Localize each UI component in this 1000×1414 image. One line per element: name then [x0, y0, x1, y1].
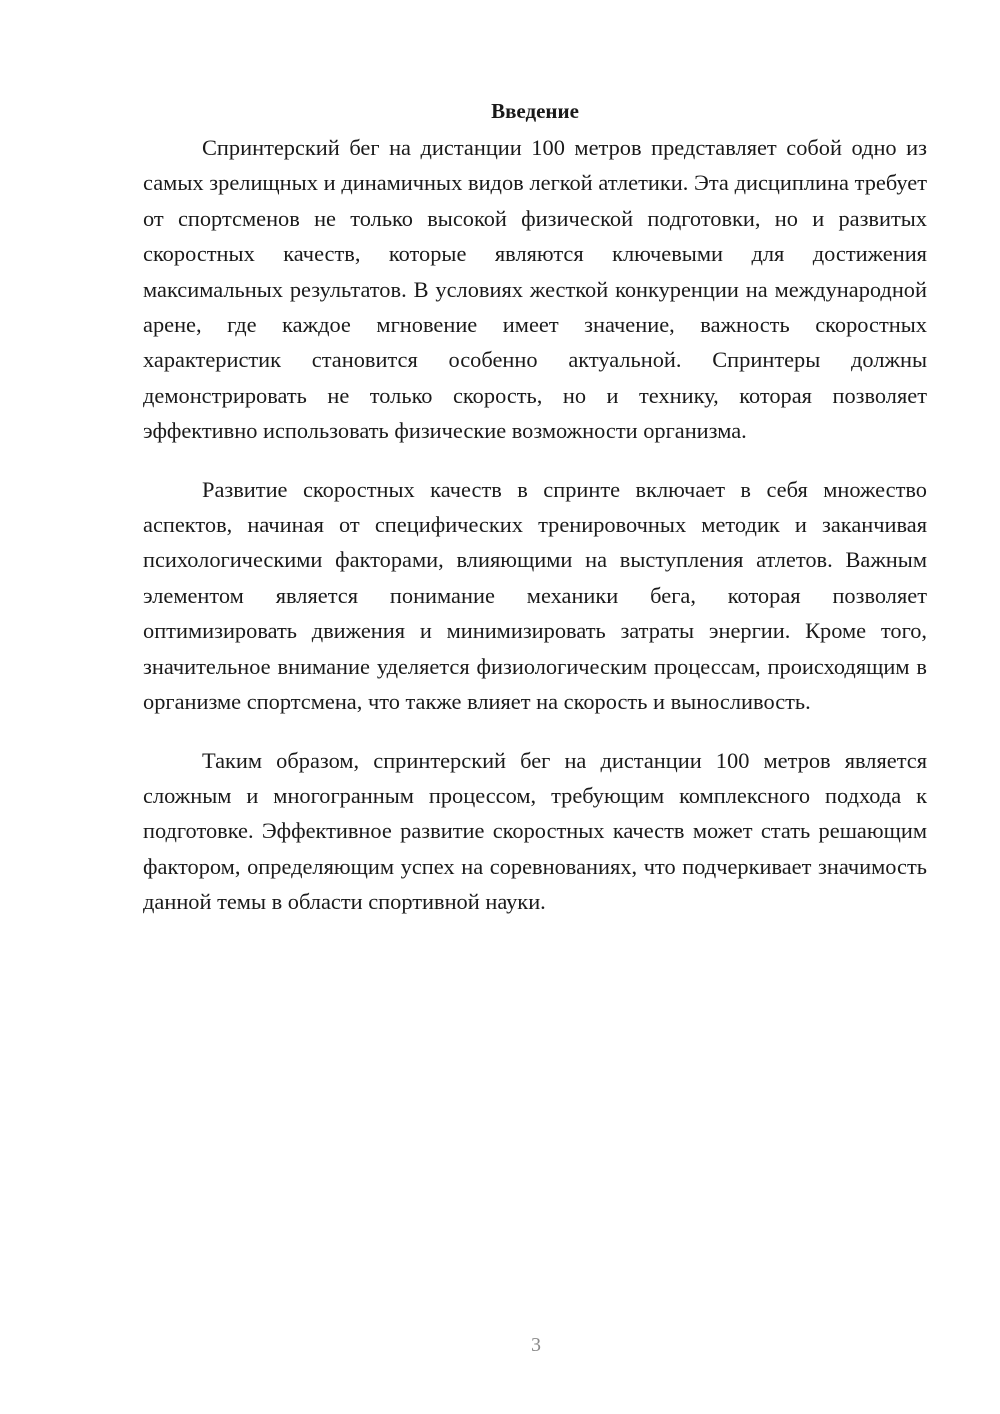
paragraph-1: Спринтерский бег на дистанции 100 метров представляет собой одно из самых зрелищных и динамичных видов легкой атлетики. Эта дисциплина требует от спортсменов не только высокой физической подготовки, но и развитых скоростных качеств, которые являются ключевыми для достижения максимальных результатов. В условиях жесткой конкуренции на международной арене, где каждое мгновение имеет значение, важность скоростных характеристик становится особенно актуальной. Спринтеры должны демонстрировать не только скорость, но и технику, которая позволяет эффективно использовать физические возможности организма.: [143, 135, 927, 444]
page-content: [143, 96, 927, 943]
paragraph-3: Таким образом, спринтерский бег на дистанции 100 метров является сложным и многогранным процессом, требующим комплексного подхода к подготовке. Эффективное развитие скоростных качеств может стать решающим фактором, определяющим успех на соревнованиях, что подчеркивает значимость данной темы в области спортивной науки.: [143, 747, 927, 915]
page-number: 3: [531, 1334, 541, 1356]
paragraph-2: Развитие скоростных качеств в спринте включает в себя множество аспектов, начиная от специфических тренировочных методик и заканчивая психологическими факторами, влияющими на выступления атлетов. Важным элементом является понимание механики бега, которая позволяет оптимизировать движения и минимизировать затраты энергии. Кроме того, значительное внимание уделяется физиологическим процессам, происходящим в организме спортсмена, что также влияет на скорость и выносливость.: [143, 476, 927, 715]
section-heading: Введение: [491, 99, 579, 123]
